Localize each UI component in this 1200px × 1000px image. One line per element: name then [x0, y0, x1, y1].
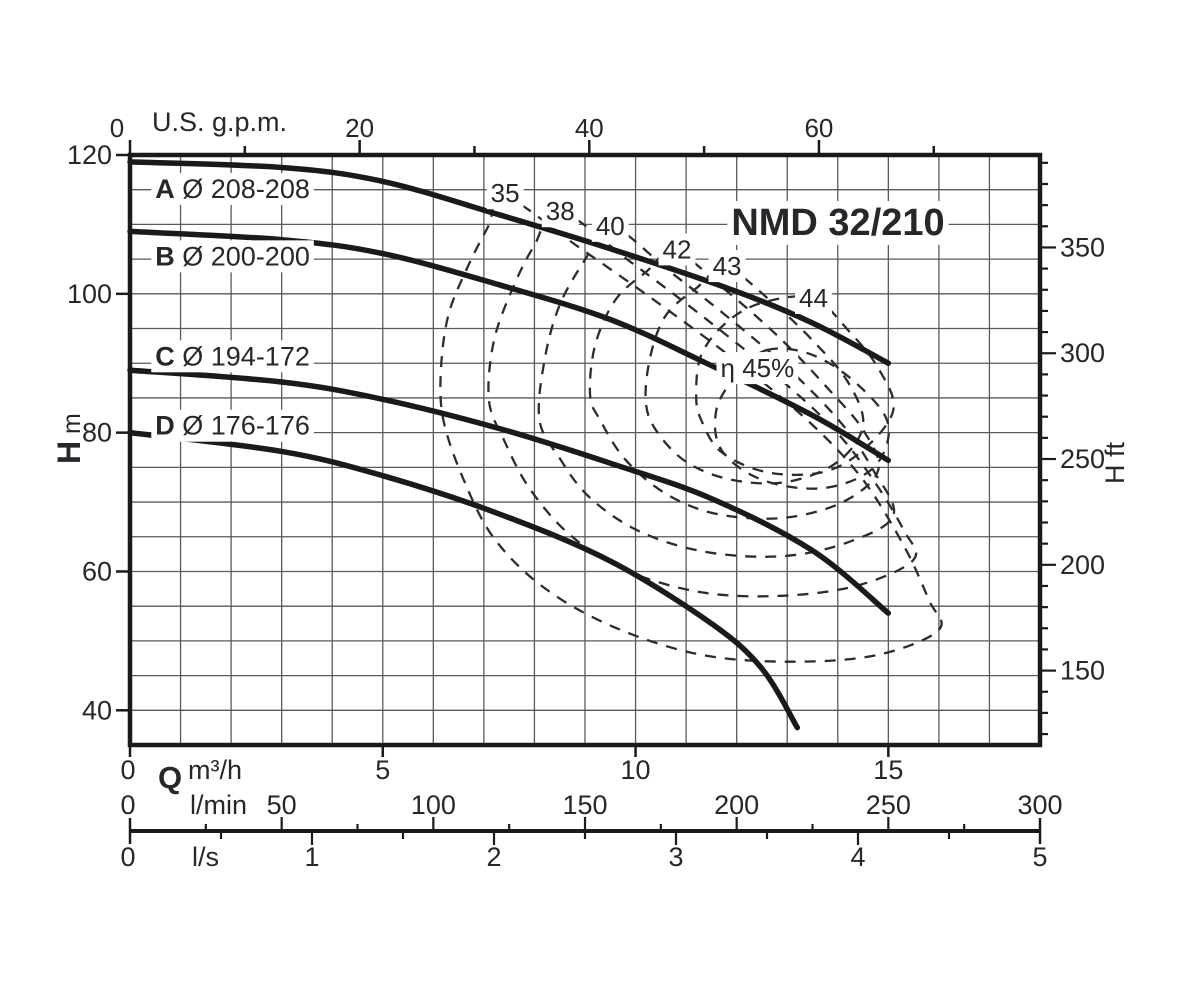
efficiency-label-43: 43: [712, 251, 742, 282]
q-tick-label: 5: [375, 755, 391, 785]
pump-curve-C: [130, 370, 888, 613]
ls-tick-label: 0: [120, 842, 136, 872]
lmin-tick-label: 0: [120, 790, 136, 820]
q-tick-label: 10: [620, 755, 651, 785]
efficiency-label-35: 35: [490, 178, 520, 209]
lmin-tick-label: 100: [410, 790, 456, 820]
ls-tick-label: 4: [850, 842, 866, 872]
hm-tick-label: 120: [66, 140, 112, 170]
hm-tick-label: 80: [81, 417, 112, 448]
hm-tick-label: 60: [81, 556, 112, 587]
efficiency-contour-38: [488, 211, 916, 596]
chart-title: NMD 32/210: [731, 202, 945, 244]
lmin-tick-label: 250: [865, 790, 911, 820]
gpm-axis-title: U.S. g.p.m.: [152, 107, 288, 137]
q-tick-label: 15: [873, 755, 904, 785]
axes: [51, 107, 1130, 872]
efficiency-label-40: 40: [595, 210, 625, 241]
hft-tick-label: 200: [1060, 549, 1106, 580]
curve-label-B: B Ø 200-200: [155, 241, 310, 272]
ls-axis-unit: l/s: [192, 842, 219, 872]
ls-tick-label: 5: [1032, 842, 1048, 872]
efficiency-label-42: 42: [662, 234, 692, 265]
hft-tick-label: 300: [1060, 338, 1106, 369]
right-axis-title: H ft: [1100, 441, 1130, 484]
curve-and-efficiency-labels: [151, 173, 948, 442]
hm-tick-label: 100: [66, 278, 112, 309]
lmin-tick-label: 200: [714, 790, 760, 820]
q-tick-label: 0: [120, 755, 136, 785]
efficiency-label-44: 44: [799, 282, 828, 313]
gpm-tick-label: 40: [574, 113, 604, 143]
lmin-axis-unit: l/min: [190, 790, 248, 820]
gpm-tick-label: 20: [345, 113, 375, 143]
hft-tick-label: 250: [1060, 444, 1106, 475]
q-axis-letter: Q: [157, 760, 183, 795]
left-axis-title: H m: [51, 413, 87, 464]
lmin-tick-label: 150: [562, 790, 608, 820]
hft-tick-label: 150: [1060, 655, 1106, 686]
ls-tick-label: 3: [668, 842, 684, 872]
gpm-tick-label: 0: [109, 113, 125, 143]
lmin-tick-label: 300: [1017, 790, 1063, 820]
hft-tick-label: 350: [1060, 232, 1106, 263]
curve-label-C: C Ø 194-172: [155, 341, 310, 372]
hm-tick-label: 40: [81, 695, 112, 726]
efficiency-label-45: η 45%: [720, 353, 795, 384]
curve-label-D: D Ø 176-176: [155, 410, 310, 441]
ls-tick-label: 2: [486, 842, 502, 872]
q-axis-unit: m³/h: [188, 755, 242, 785]
ls-tick-label: 1: [304, 842, 320, 872]
efficiency-label-38: 38: [545, 196, 575, 227]
lmin-tick-label: 50: [266, 790, 297, 820]
gpm-tick-label: 60: [804, 113, 834, 143]
curve-label-A: A Ø 208-208: [155, 174, 310, 205]
